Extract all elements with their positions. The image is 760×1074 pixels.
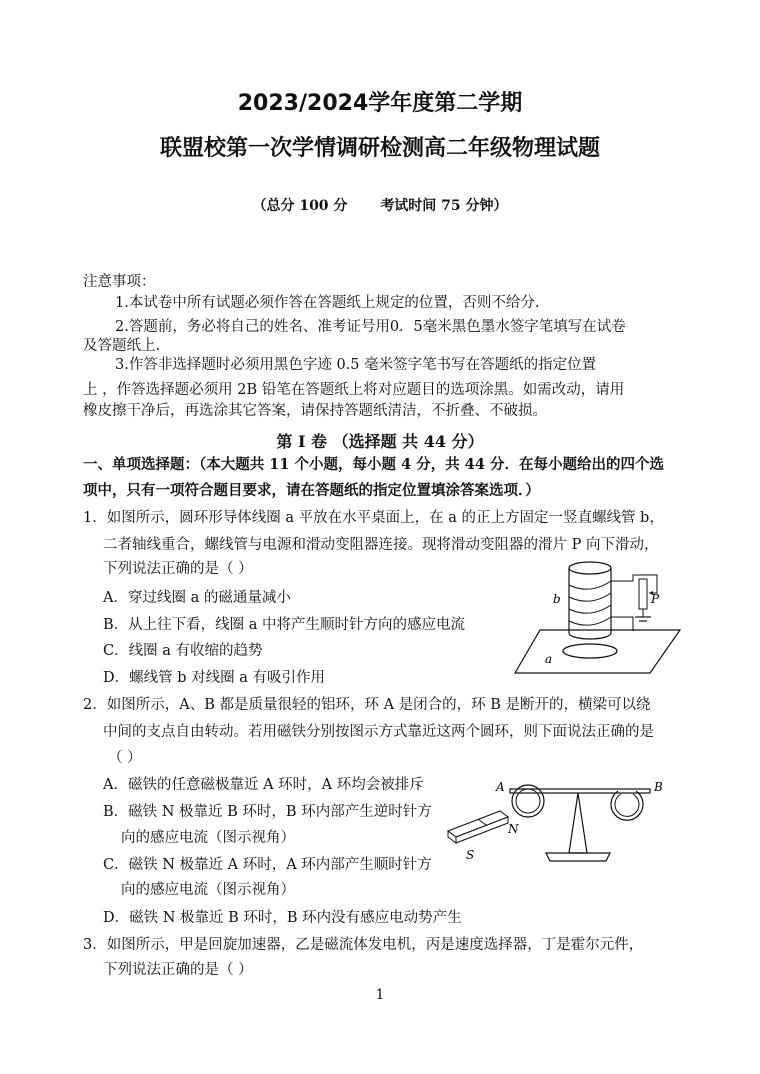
ring-b <box>611 791 643 820</box>
question-stem: 下列说法正确的是（ ） <box>103 962 253 978</box>
rheostat <box>639 579 647 609</box>
exam-subtitle <box>0 195 760 215</box>
circuit-wire <box>611 575 657 583</box>
question-stem: 3．如图所示，甲是回旋加速器，乙是磁流体发电机，丙是速度选择器，丁是霍尔元件， <box>83 937 644 953</box>
label-b: b <box>553 592 561 606</box>
coil-a <box>563 644 617 658</box>
option: C．线圈 a 有收缩的趋势 <box>103 643 263 659</box>
question-stem: 中间的支点自由转动。若用磁铁分别按图示方式靠近这两个圆环，则下面说法正确的是 <box>103 724 654 740</box>
solenoid-figure <box>505 555 685 680</box>
option: 向的感应电流（图示视角） <box>121 882 295 898</box>
option: B．磁铁 N 极靠近 B 环时，B 环内部产生逆时针方 <box>103 804 432 820</box>
balance-stand <box>569 793 587 853</box>
page-number: 1 <box>375 987 385 1003</box>
option: D．磁铁 N 极靠近 B 环时，B 环内没有感应电动势产生 <box>103 910 462 926</box>
notice-item: 1.本试卷中所有试题必须作答在答题纸上规定的位置，否则不给分. <box>115 295 540 311</box>
option: D．螺线管 b 对线圈 a 有吸引作用 <box>103 670 325 686</box>
table-surface <box>515 630 680 673</box>
question-stem: 二者轴线重合，螺线管与电源和滑动变阻器连接。现将滑动变阻器的滑片 P 向下滑动， <box>103 537 659 553</box>
question-stem: 2．如图所示，A、B 都是质量很轻的铝环，环 A 是闭合的，环 B 是断开的，横梁可以绕 <box>83 697 651 713</box>
label-ring-b: B <box>654 780 663 794</box>
option: 向的感应电流（图示视角） <box>121 830 295 846</box>
exam-title-main: 联盟校第一次学情调研检测高二年级物理试题 <box>159 136 600 161</box>
section-instructions: 一、单项选择题：（本大题共 11 个小题，每小题 4 分，共 44 分．在每小题给出的四个选 <box>83 456 664 473</box>
section-title: 第 I 卷 （选择题 共 44 分） <box>276 432 484 451</box>
question-stem: 1．如图所示，圆环形导体线圈 a 平放在水平桌面上，在 a 的正上方固定一竖直螺线管 b， <box>83 510 664 526</box>
balance-base <box>546 853 610 861</box>
solenoid-b <box>569 562 611 639</box>
bar-magnet <box>448 811 508 843</box>
notice-item: 上 ，作答选择题必须用 2B 铅笔在答题纸上将对应题目的选项涂黑。如需改动，请用 <box>83 382 625 398</box>
label-s-pole: S <box>466 848 475 862</box>
option: A．磁铁的任意磁极靠近 A 环时，A 环均会被排斥 <box>103 777 424 793</box>
exam-time: 考试时间 75 分钟） <box>380 198 508 214</box>
notice-heading: 注意事项： <box>83 274 156 290</box>
ring-a <box>512 785 544 817</box>
label-p: P <box>651 592 660 606</box>
exam-title-year: 2023/2024学年度第二学期 <box>237 91 523 116</box>
notice-item: 3.作答非选择题时必须用黑色字迹 0.5 毫米签字笔书写在答题纸的指定位置 <box>115 357 597 373</box>
notice-item: 橡皮擦干净后，再选涂其它答案，请保持答题纸清洁，不折叠、不破损。 <box>83 403 547 419</box>
option: A．穿过线圈 a 的磁通量减小 <box>103 590 291 606</box>
label-a: a <box>545 652 553 666</box>
notice-item: 2.答题前，务必将自己的姓名、准考证号用0．5毫米黑色墨水签字笔填写在试卷 <box>115 319 626 335</box>
balance-figure <box>438 775 668 865</box>
section-instructions: 项中，只有一项符合题目要求，请在答题纸的指定位置填涂答案选项．） <box>83 482 540 499</box>
option: C．磁铁 N 极靠近 A 环时，A 环内部产生顺时针方 <box>103 857 432 873</box>
question-stem: （ ） <box>108 750 142 766</box>
total-score: （总分 100 分 <box>252 198 348 214</box>
notice-item: 及答题纸上. <box>83 338 161 354</box>
question-stem: 下列说法正确的是（ ） <box>103 561 253 577</box>
label-n-pole: N <box>508 822 519 836</box>
circuit-wire <box>611 617 633 631</box>
label-ring-a: A <box>496 780 505 794</box>
option: B．从上往下看，线圈 a 中将产生顺时针方向的感应电流 <box>103 617 466 633</box>
